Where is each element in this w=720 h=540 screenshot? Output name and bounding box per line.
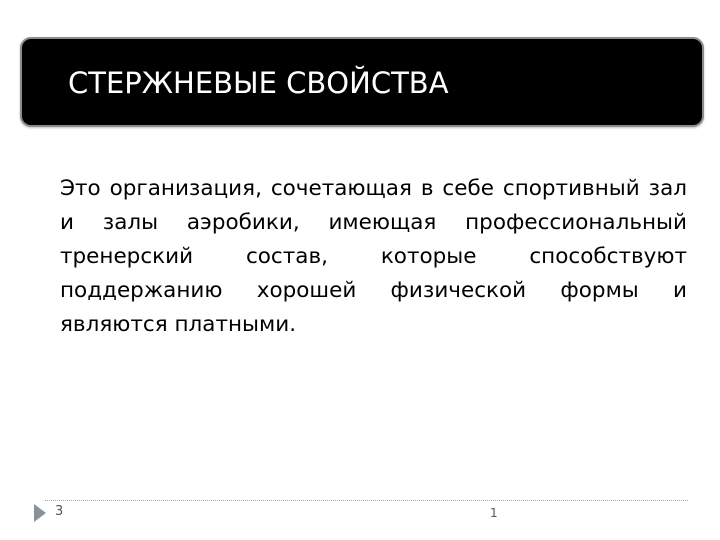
- slide-number: 3: [55, 504, 64, 519]
- slide-title: СТЕРЖНЕВЫЕ СВОЙСТВА: [68, 66, 449, 100]
- page-number: 1: [490, 506, 498, 520]
- footer-divider: [45, 500, 688, 501]
- slide-title-banner: [20, 37, 704, 127]
- triangle-right-icon: [34, 504, 46, 522]
- slide-body-text: Это организация, сочетающая в себе спортивный зал и залы аэробики, имеющая профессиональный тренерский состав, которые способствуют поддержанию хорошей физической формы и являются платными.: [60, 176, 687, 337]
